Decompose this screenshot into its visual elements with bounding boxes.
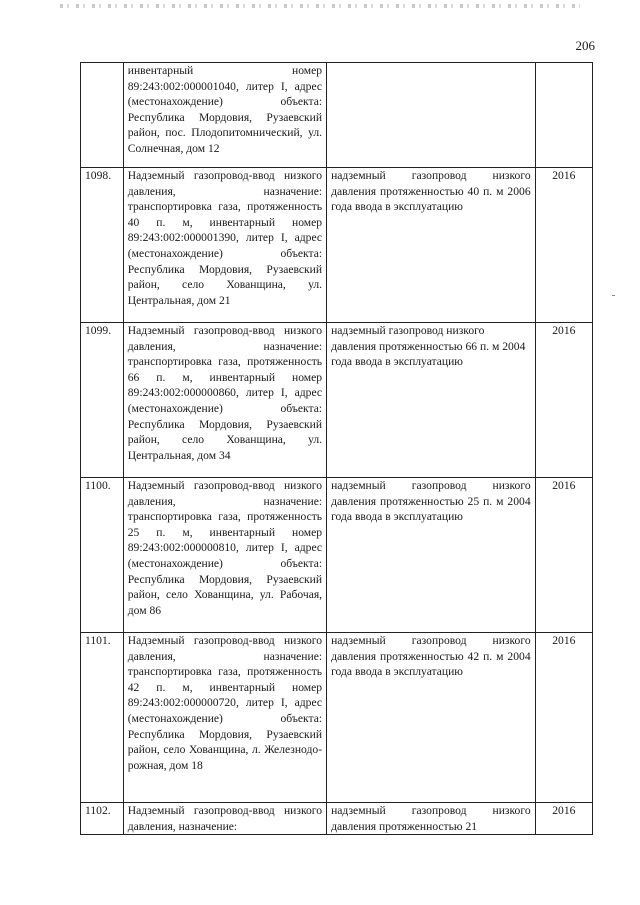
table-row-1102: [81, 803, 593, 835]
cell-number: 1101.: [81, 633, 124, 803]
page-number: 206: [575, 38, 595, 53]
cell-number: 1099.: [81, 323, 124, 478]
cell-year: 2016: [535, 803, 592, 835]
cell-object-name: Надземный газопровод-ввод низкого давления, назначение:: [123, 803, 326, 835]
cell-description: надземный газопровод низкого давления протяженностью 40 п. м 2006 года ввода в эксплуатацию: [327, 168, 536, 323]
scan-artifact-top-edge: [60, 4, 580, 8]
cell-object-name: инвентарный номер 89:243:002:000001040, литер I, адрес (местонахождение) объекта: Республика Мордовия, Рузаевский район, пос. Плодопитомнический, ул. Солнечная, дом 12: [123, 63, 326, 168]
cell-number: 1098.: [81, 168, 124, 323]
cell-number: 1100.: [81, 478, 124, 633]
cell-year: 2016: [535, 633, 592, 803]
cell-description: надземный газопровод низкого давления протяженностью 66 п. м 2004 года ввода в эксплуатацию: [327, 323, 536, 478]
scan-artifact-margin-mark: [612, 295, 615, 296]
table-row-1100: [81, 478, 593, 633]
table-row-continuation: [81, 63, 593, 168]
cell-description: надземный газопровод низкого давления протяженностью 25 п. м 2004 года ввода в эксплуатацию: [327, 478, 536, 633]
cell-object-name: Надземный газопровод-ввод низкого давления, назначение: транспортировка газа, протяженность 42 п. м, инвентарный номер 89:243:002:000000720, литер I, адрес (местонахождение) объекта: Республика Мордовия, Рузаевский район, село Хованщина, л. Железнодо-рожная, дом 18: [123, 633, 326, 803]
cell-number: [81, 63, 124, 168]
cell-description: надземный газопровод низкого давления протяженностью 21: [327, 803, 536, 835]
cell-year: 2016: [535, 478, 592, 633]
table-row-1098: [81, 168, 593, 323]
cell-object-name: Надземный газопровод-ввод низкого давления, назначение: транспортировка газа, протяженность 25 п. м, инвентарный номер 89:243:002:000000810, литер I, адрес (местонахождение) объекта: Республика Мордовия, Рузаевский район, село Хованщина, ул. Рабочая, дом 86: [123, 478, 326, 633]
cell-year: 2016: [535, 323, 592, 478]
cell-description: надземный газопровод низкого давления протяженностью 42 п. м 2004 года ввода в эксплуатацию: [327, 633, 536, 803]
cell-year: [535, 63, 592, 168]
table-row-1101: [81, 633, 593, 803]
cell-number: 1102.: [81, 803, 124, 835]
cell-description: [327, 63, 536, 168]
cell-object-name: Надземный газопровод-ввод низкого давления, назначение: транспортировка газа, протяженность 66 п. м, инвентарный номер 89:243:002:000000860, литер I, адрес (местонахождение) объекта: Республика Мордовия, Рузаевский район, село Хованщина, ул. Центральная, дом 34: [123, 323, 326, 478]
cell-year: 2016: [535, 168, 592, 323]
table-row-1099: [81, 323, 593, 478]
registry-table: [80, 62, 593, 835]
cell-object-name: Надземный газопровод-ввод низкого давления, назначение: транспортировка газа, протяженность 40 п. м, инвентарный номер 89:243:002:000001390, литер I, адрес (местонахождение) объекта: Республика Мордовия, Рузаевский район, село Хованщина, ул. Центральная, дом 21: [123, 168, 326, 323]
